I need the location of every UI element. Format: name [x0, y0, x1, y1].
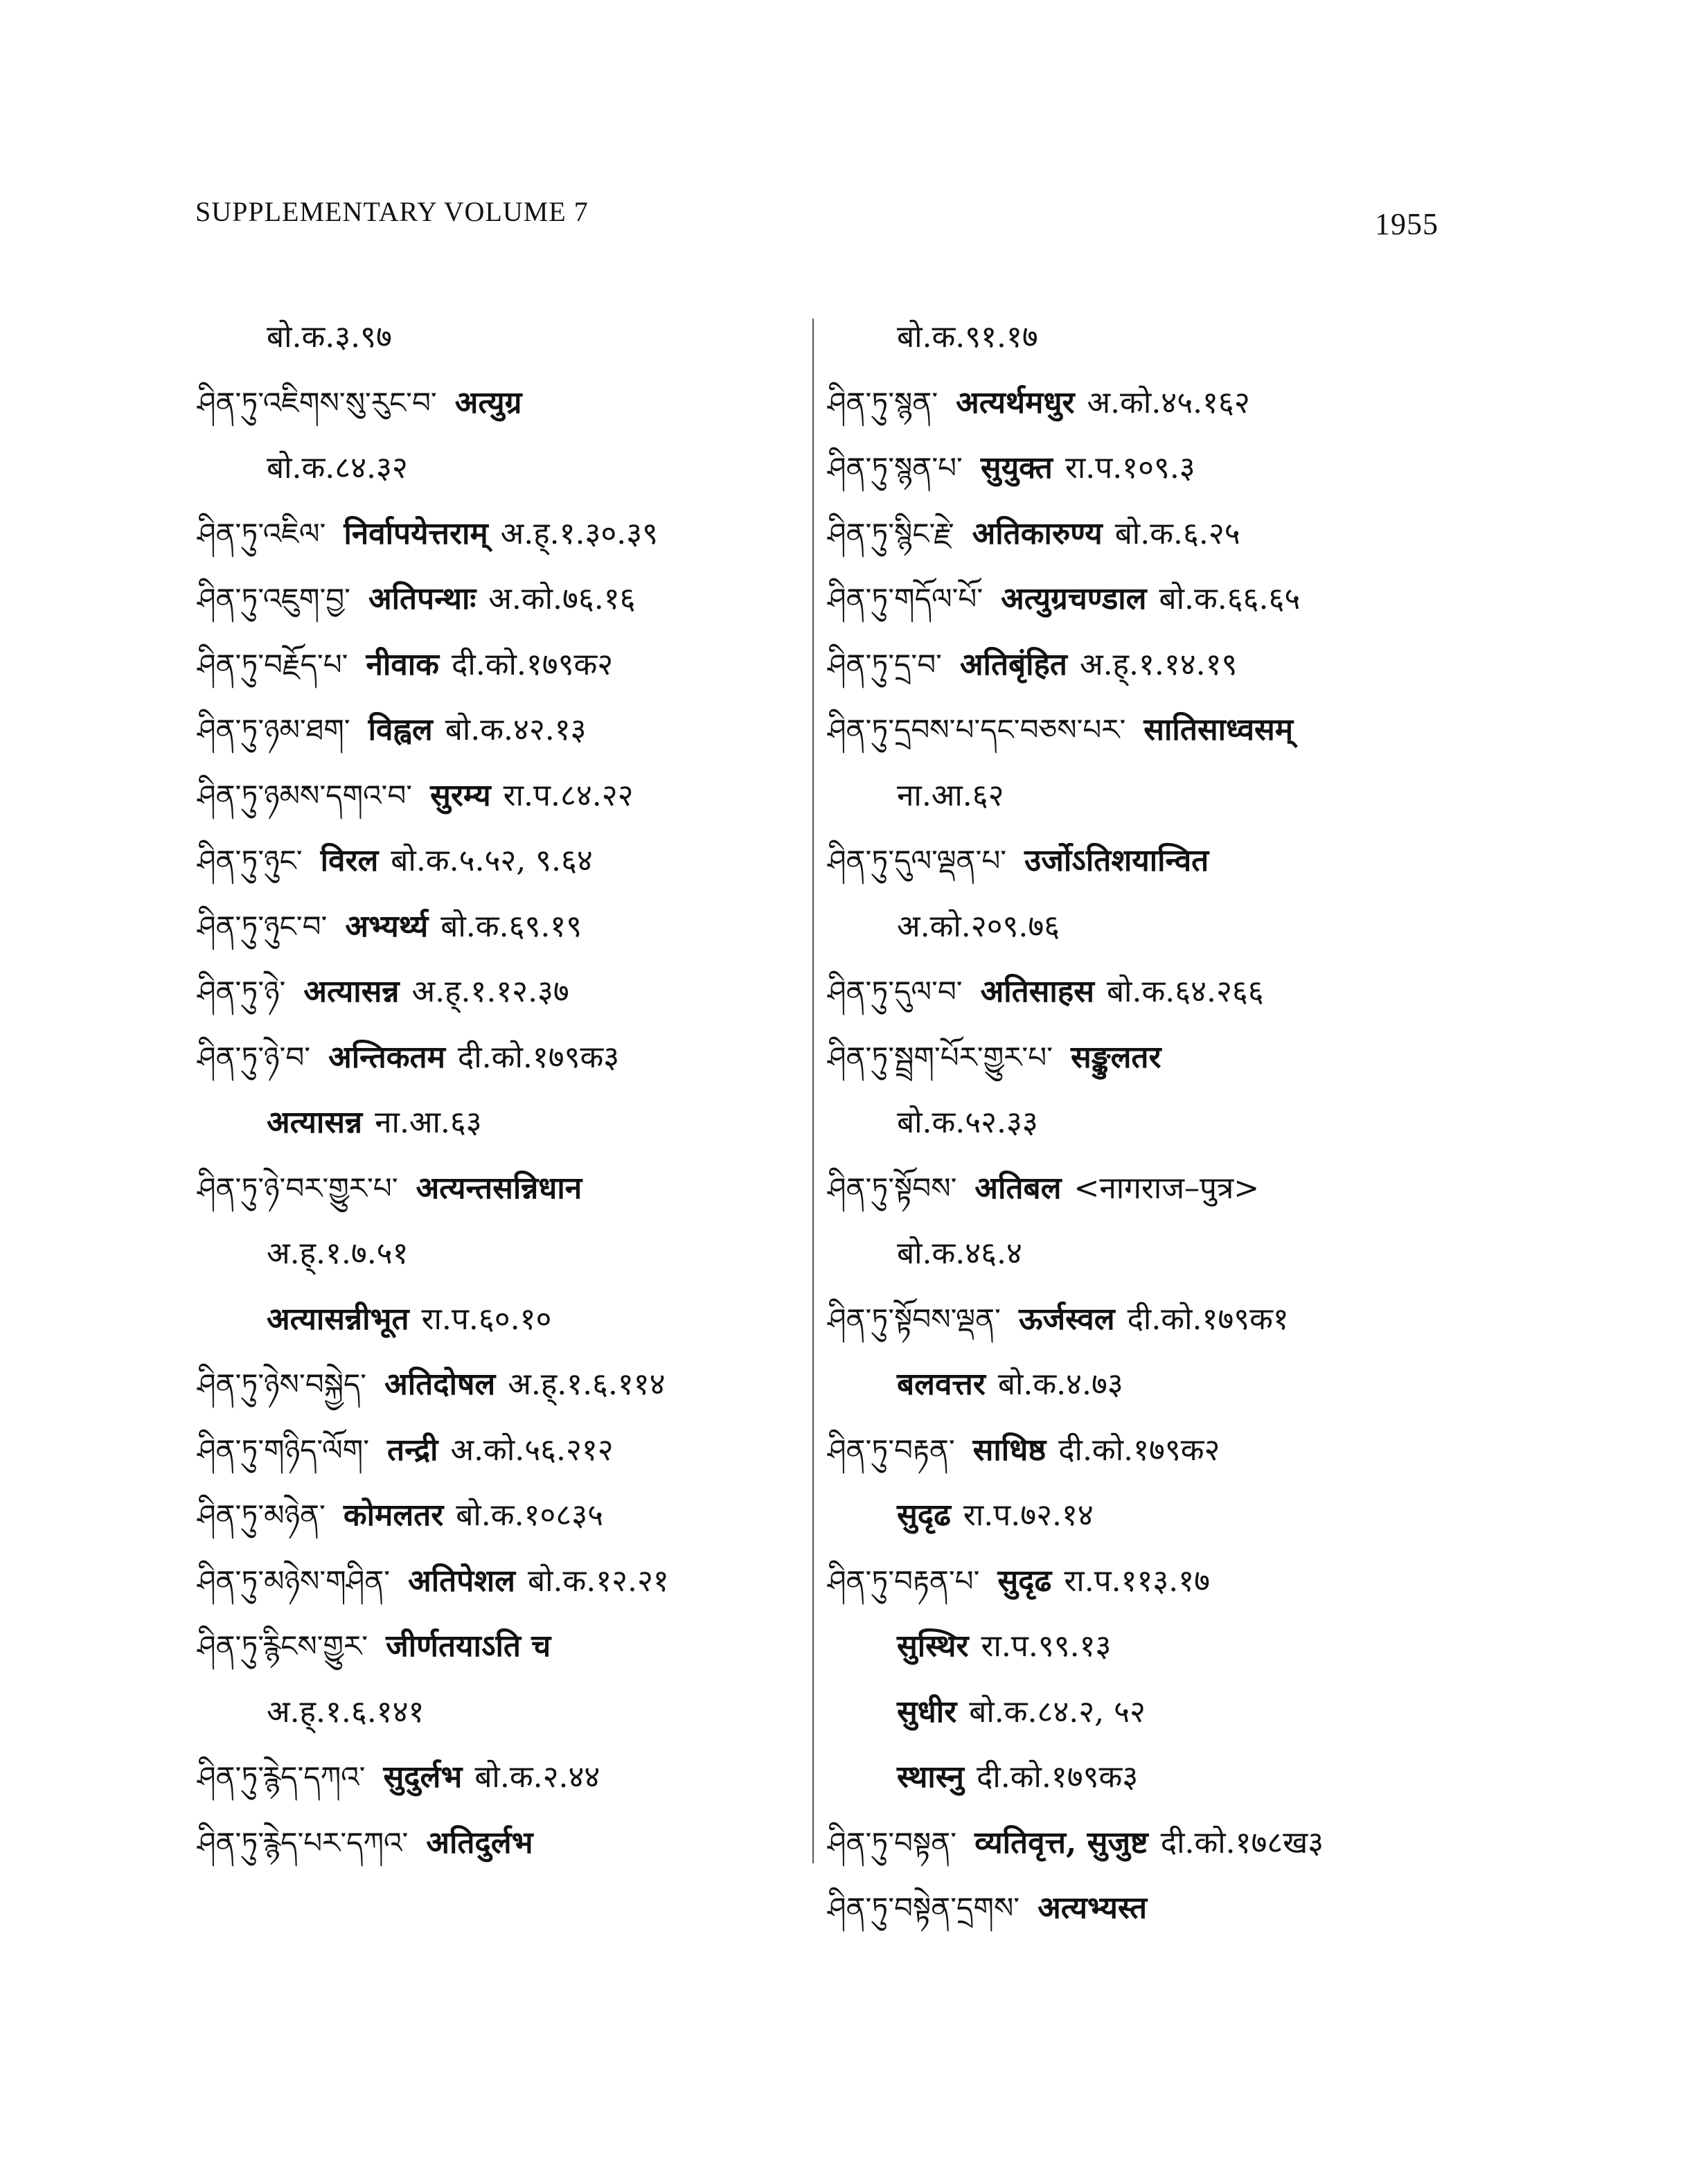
- sanskrit-equivalent: उर्जोऽतिशयान्वित: [1024, 843, 1209, 878]
- dictionary-entry: [197, 959, 807, 1025]
- sanskrit-equivalent: कोमलतर: [343, 1498, 444, 1533]
- sanskrit-equivalent: अतिकारुण्य: [972, 515, 1103, 551]
- source-reference: ना.आ.६३: [375, 1105, 482, 1140]
- dictionary-entry: [828, 1418, 1520, 1484]
- sanskrit-equivalent: अत्युग्रचण्डाल: [1001, 581, 1147, 616]
- entry-continuation-line: [828, 1745, 1520, 1811]
- tibetan-headword: ཤིན་ཏུ་བརྟན་: [828, 1432, 955, 1467]
- entry-continuation-line: [197, 1287, 807, 1353]
- source-reference: अ.को.२०९.७६: [897, 908, 1060, 944]
- source-reference: दी.को.१७९क२: [451, 646, 614, 682]
- sanskrit-equivalent: सातिसाध्वसम्: [1143, 712, 1294, 747]
- sanskrit-equivalent: साधिष्ठ: [972, 1432, 1047, 1468]
- source-reference: बो.क.४२.१३: [445, 712, 587, 747]
- source-reference: अ.को.५६.२१२: [450, 1432, 614, 1468]
- tibetan-headword: ཤིན་ཏུ་ཉེ་བ་: [197, 1040, 311, 1074]
- source-reference: बो.क.१२.२१: [527, 1563, 669, 1599]
- sanskrit-equivalent: ऊर्जस्वल: [1018, 1301, 1115, 1337]
- column-divider: [812, 319, 814, 1863]
- source-reference: बो.क.४६.४: [897, 1236, 1022, 1271]
- dictionary-entry: [197, 1614, 807, 1680]
- sanskrit-equivalent: अतिपन्थाः: [368, 581, 477, 616]
- dictionary-entry: [197, 1418, 807, 1484]
- sanskrit-equivalent: अतिबृंहित: [959, 646, 1067, 682]
- sanskrit-equivalent: तन्द्री: [387, 1432, 438, 1468]
- left-column: [197, 305, 807, 1876]
- tibetan-headword: ཤིན་ཏུ་འཇིགས་སུ་རུང་བ་: [197, 385, 437, 420]
- dictionary-entry: [197, 894, 807, 960]
- sanskrit-equivalent: सुयुक्त: [980, 450, 1053, 486]
- source-reference: बो.क.९१.१७: [897, 319, 1038, 355]
- tibetan-headword: ཤིན་ཏུ་སྙན་: [828, 385, 938, 420]
- tibetan-headword: ཤིན་ཏུ་ཉེ་བར་གྱུར་པ་: [197, 1171, 398, 1205]
- sanskrit-equivalent: बलवत्तर: [897, 1367, 986, 1402]
- sanskrit-equivalent: अतिपेशल: [408, 1563, 515, 1599]
- source-reference: बो.क.३.९७: [267, 319, 392, 355]
- tibetan-headword: ཤིན་ཏུ་ཉུང་: [197, 844, 303, 878]
- entry-continuation-line: [828, 894, 1520, 960]
- sanskrit-equivalent: सुदृढ: [997, 1563, 1052, 1599]
- sanskrit-equivalent: अत्यभ्यस्त: [1037, 1890, 1148, 1926]
- source-reference: दी.को.१७९क३: [976, 1759, 1139, 1795]
- dictionary-entry: [828, 1287, 1520, 1353]
- entry-continuation-line: [197, 436, 807, 501]
- dictionary-entry: [828, 436, 1520, 501]
- tibetan-headword: ཤིན་ཏུ་ཉེས་བསྐྱེད་: [197, 1367, 367, 1401]
- dictionary-entry: [828, 1025, 1520, 1091]
- dictionary-entry: [197, 1549, 807, 1615]
- source-reference: ना.आ.६२: [897, 777, 1004, 813]
- tibetan-headword: ཤིན་ཏུ་གདོལ་པོ་: [828, 582, 983, 616]
- dictionary-entry: [828, 567, 1520, 632]
- sanskrit-equivalent: नीवाक: [366, 646, 439, 682]
- tibetan-headword: ཤིན་ཏུ་དུལ་ལྡན་པ་: [828, 844, 1007, 878]
- source-reference: बो.क.६४.२६६: [1106, 974, 1264, 1009]
- sanskrit-equivalent: अत्यन्तसन्निधान: [416, 1170, 582, 1206]
- source-reference: रा.प.१०९.३: [1065, 450, 1195, 486]
- dictionary-entry: [197, 371, 807, 436]
- source-reference: रा.प.८४.२२: [503, 777, 634, 813]
- source-reference: अ.को.७६.१६: [488, 581, 636, 616]
- sanskrit-equivalent: अत्यर्थमधुर: [956, 384, 1075, 420]
- dictionary-entry: [828, 1156, 1520, 1222]
- tibetan-headword: ཤིན་ཏུ་ཉེ་: [197, 975, 286, 1009]
- entry-continuation-line: [197, 1090, 807, 1156]
- source-reference: अ.ह्.१.१२.३७: [411, 974, 569, 1009]
- sanskrit-equivalent: निर्वापयेत्तराम्: [344, 515, 488, 551]
- sanskrit-equivalent: अतिदोषल: [384, 1367, 496, 1402]
- source-reference: बो.क.६९.१९: [440, 908, 582, 944]
- dictionary-entry: [197, 1483, 807, 1549]
- dictionary-entry: [197, 698, 807, 763]
- dictionary-entry: [197, 1352, 807, 1418]
- source-reference: अ.ह्.१.६.१४१: [267, 1694, 425, 1730]
- tibetan-headword: ཤིན་ཏུ་དུལ་བ་: [828, 975, 963, 1009]
- dictionary-entry: [197, 1745, 807, 1811]
- tibetan-headword: ཤིན་ཏུ་འཇུག་བྱ་: [197, 582, 351, 616]
- sanskrit-equivalent: सङ्कुलतर: [1071, 1039, 1161, 1075]
- sanskrit-equivalent: स्थास्नु: [897, 1759, 964, 1795]
- entry-continuation-line: [197, 305, 807, 371]
- entry-continuation-line: [828, 305, 1520, 371]
- dictionary-entry: [197, 501, 807, 567]
- source-reference: अ.ह्.१.३०.३९: [500, 515, 658, 551]
- sanskrit-equivalent: विह्वल: [368, 712, 433, 747]
- source-reference: अ.को.४५.१६२: [1087, 384, 1250, 420]
- entry-continuation-line: [828, 763, 1520, 829]
- running-title: SUPPLEMENTARY VOLUME 7: [195, 196, 589, 227]
- tibetan-headword: ཤིན་ཏུ་སྙན་པ་: [828, 451, 963, 485]
- source-reference: अ.ह्.१.१४.१९: [1080, 646, 1238, 682]
- dictionary-entry: [828, 828, 1520, 894]
- sanskrit-equivalent: सुदृढ: [897, 1498, 951, 1533]
- source-reference: बो.क.५.५२, ९.६४: [391, 843, 593, 878]
- tibetan-headword: ཤིན་ཏུ་སྟོབས་: [828, 1171, 957, 1205]
- tibetan-headword: ཤིན་ཏུ་རྙིངས་གྱུར་: [197, 1629, 368, 1663]
- tibetan-headword: ཤིན་ཏུ་ཉམས་དགའ་བ་: [197, 778, 413, 813]
- entry-continuation-line: [828, 1090, 1520, 1156]
- entry-continuation-line: [828, 1680, 1520, 1746]
- source-reference: बो.क.६६.६५: [1159, 581, 1301, 616]
- source-reference: दी.को.१७९क२: [1058, 1432, 1220, 1468]
- dictionary-entry: [828, 1811, 1520, 1876]
- sanskrit-equivalent: सुस्थिर: [897, 1628, 969, 1664]
- sanskrit-equivalent: अतिबल: [974, 1170, 1062, 1206]
- tibetan-headword: ཤིན་ཏུ་སྦྲག་པོར་གྱུར་པ་: [828, 1040, 1053, 1074]
- dictionary-entry: [828, 698, 1520, 763]
- entry-continuation-line: [197, 1680, 807, 1746]
- sanskrit-equivalent: विरल: [320, 843, 379, 878]
- source-reference: बो.क.८४.३२: [267, 450, 408, 486]
- source-reference: <नागराज–पुत्र>: [1074, 1170, 1260, 1206]
- dictionary-entry: [828, 959, 1520, 1025]
- tibetan-headword: ཤིན་ཏུ་གཉིད་ལོག་: [197, 1432, 370, 1467]
- tibetan-headword: ཤིན་ཏུ་བསྟན་: [828, 1825, 957, 1860]
- entry-continuation-line: [828, 1352, 1520, 1418]
- dictionary-entry: [197, 828, 807, 894]
- entry-continuation-line: [828, 1614, 1520, 1680]
- dictionary-entry: [197, 567, 807, 632]
- source-reference: अ.ह्.१.७.५१: [267, 1236, 409, 1271]
- sanskrit-equivalent: व्यतिवृत्त, सुजुष्ट: [974, 1825, 1148, 1861]
- source-reference: बो.क.६.२५: [1114, 515, 1240, 551]
- sanskrit-equivalent: अतिसाहस: [980, 974, 1094, 1009]
- source-reference: बो.क.८४.२, ५२: [969, 1694, 1146, 1730]
- dictionary-entry: [828, 1549, 1520, 1615]
- sanskrit-equivalent: सुदुर्लभ: [383, 1759, 463, 1795]
- sanskrit-equivalent: जीर्णतयाऽति च: [386, 1628, 551, 1664]
- tibetan-headword: ཤིན་ཏུ་ཉམ་ཐག་: [197, 713, 350, 747]
- source-reference: अ.ह्.१.६.११४: [508, 1367, 666, 1402]
- dictionary-entry: [197, 1811, 807, 1876]
- source-reference: दी.को.१७९क१: [1127, 1301, 1289, 1337]
- tibetan-headword: ཤིན་ཏུ་མཉེན་: [197, 1498, 326, 1532]
- source-reference: बो.क.४.७३: [997, 1367, 1123, 1402]
- tibetan-headword: ཤིན་ཏུ་སྙིང་རྗེ་: [828, 516, 954, 551]
- source-reference: रा.प.९९.१३: [981, 1628, 1112, 1664]
- right-column: [828, 305, 1520, 1942]
- tibetan-headword: ཤིན་ཏུ་མཉེས་གཤིན་: [197, 1563, 391, 1598]
- sanskrit-equivalent: अभ्यर्थ्य: [345, 908, 429, 944]
- sanskrit-equivalent: सुरम्य: [430, 777, 491, 813]
- dictionary-entry: [197, 632, 807, 698]
- dictionary-entry: [197, 763, 807, 829]
- tibetan-headword: ཤིན་ཏུ་བརྗོད་པ་: [197, 647, 348, 682]
- tibetan-headword: ཤིན་ཏུ་བསྟེན་དྲགས་: [828, 1891, 1020, 1925]
- entry-continuation-line: [197, 1221, 807, 1287]
- source-reference: बो.क.१०८३५: [456, 1498, 603, 1533]
- tibetan-headword: ཤིན་ཏུ་རྙེད་དཀའ་: [197, 1760, 366, 1794]
- sanskrit-equivalent: अत्यासन्नीभूत: [267, 1301, 409, 1337]
- dictionary-entry: [828, 632, 1520, 698]
- tibetan-headword: ཤིན་ཏུ་སྟོབས་ལྡན་: [828, 1302, 1001, 1336]
- tibetan-headword: ཤིན་ཏུ་དྲབས་པ་དང་བཅས་པར་: [828, 713, 1126, 747]
- sanskrit-equivalent: अत्यासन्न: [303, 974, 400, 1009]
- source-reference: रा.प.७२.१४: [963, 1498, 1094, 1533]
- tibetan-headword: ཤིན་ཏུ་བརྟན་པ་: [828, 1563, 980, 1598]
- dictionary-entry: [828, 501, 1520, 567]
- dictionary-entry: [828, 1876, 1520, 1942]
- page-number: 1955: [1375, 207, 1439, 241]
- entry-continuation-line: [828, 1221, 1520, 1287]
- tibetan-headword: ཤིན་ཏུ་འཇིལ་: [197, 516, 326, 551]
- dictionary-entry: [828, 371, 1520, 436]
- source-reference: दी.को.१७८ख३: [1160, 1825, 1324, 1861]
- source-reference: दी.को.१७९क३: [457, 1039, 620, 1075]
- tibetan-headword: ཤིན་ཏུ་ཉུང་བ་: [197, 909, 328, 943]
- sanskrit-equivalent: अन्तिकतम: [328, 1039, 445, 1075]
- sanskrit-equivalent: अत्यासन्न: [267, 1105, 363, 1140]
- sanskrit-equivalent: अत्युग्र: [454, 384, 522, 420]
- source-reference: बो.क.५२.३३: [897, 1105, 1038, 1140]
- dictionary-entry: [197, 1025, 807, 1091]
- source-reference: रा.प.६०.१०: [421, 1301, 552, 1337]
- entry-continuation-line: [828, 1483, 1520, 1549]
- source-reference: बो.क.२.४४: [474, 1759, 600, 1795]
- tibetan-headword: ཤིན་ཏུ་དྲ་བ་: [828, 647, 942, 682]
- sanskrit-equivalent: अतिदुर्लभ: [426, 1825, 533, 1861]
- dictionary-entry: [197, 1156, 807, 1222]
- sanskrit-equivalent: सुधीर: [897, 1694, 957, 1730]
- source-reference: रा.प.११३.१७: [1064, 1563, 1211, 1599]
- tibetan-headword: ཤིན་ཏུ་རྙེད་པར་དཀའ་: [197, 1825, 409, 1860]
